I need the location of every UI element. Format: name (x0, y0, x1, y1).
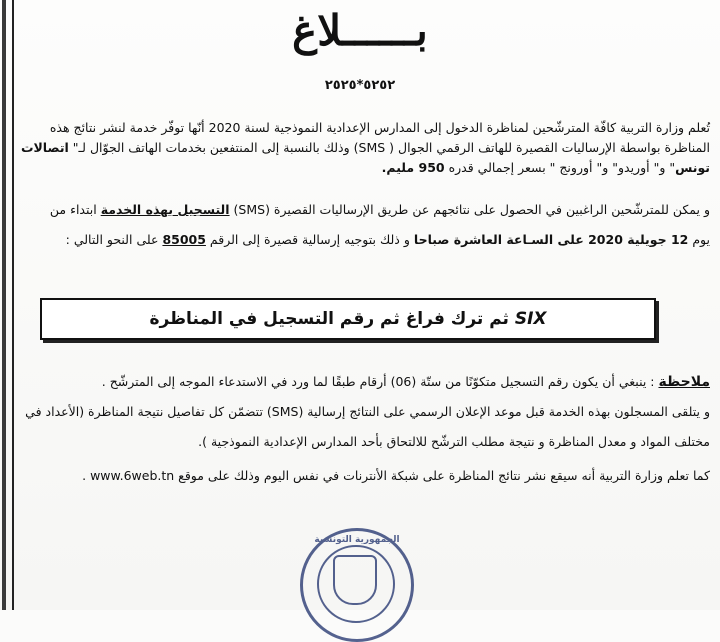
p4-text: كما تعلم وزارة التربية أنه سيقع نشر نتائج المناظرة على شبكة الأنترنات في نفس اليوم وذلك على موقع (174, 468, 710, 483)
paragraph-3-line-1: و يتلقى المسجلون بهذه الخدمة قبل موعد الإعلان الرسمي على النتائج إرسالية (SMS) تتضمّن كل تفاصيل نتيجة المناظرة (الأعداد في (25, 404, 710, 419)
seal-crest-icon (333, 555, 377, 605)
p2-line2-day: يوم (688, 232, 710, 247)
p2-date-time: 12 جويلية 2020 على السـاعة العاشرة صباحا (413, 232, 689, 247)
paragraph-3 (25, 402, 710, 452)
p1-line2-bold: اتصالات (20, 140, 69, 155)
paragraph-1-line-2 (21, 138, 710, 158)
p1-line3-bold: تونس (675, 160, 710, 175)
note-label: ملاحظة (658, 374, 710, 390)
p1-price: 950 مليم. (381, 160, 445, 175)
website-link[interactable]: www.6web.tn (90, 468, 175, 483)
seal-text: الجمهورية التونسية (314, 535, 400, 545)
paragraph-2 (50, 200, 710, 250)
paragraph-2-line-2 (50, 230, 710, 250)
p2-line2-end: على النحو التالي : (65, 232, 163, 247)
p4-end: . (82, 468, 91, 483)
sms-format-box (40, 298, 656, 340)
paragraph-4 (82, 466, 710, 486)
p1-line2-text: المناظرة بواسطة الإرساليات القصيرة للهاتف الرقمي الجوال ( SMS) وذلك بالنسبة إلى المنتفعين بخدمات الهاتف الجوّال لـ" (68, 140, 710, 155)
official-seal (300, 528, 414, 642)
paragraph-2-line-1 (50, 200, 710, 220)
p1-line3-text: " و" أوريدو" و" أورونج " بسعر إجمالي قدره (444, 160, 676, 175)
p2-line1-end: ابتداء من (49, 202, 101, 217)
paragraph-1-line-3 (21, 158, 710, 178)
p2-registration-emphasis: التسجيل بهذه الخدمة (100, 202, 230, 217)
note (102, 372, 710, 392)
note-text: : ينبغي أن يكون رقم التسجيل متكوّنًا من ستّة (06) أرقام طبقًا لما ورد في الاستدعاء الموجه إلى المترشّح . (101, 374, 659, 389)
p2-line1-text: و يمكن للمترشّحين الراغبين في الحصول على نتائجهم عن طريق الإرساليات القصيرة (SMS) (229, 202, 710, 217)
sms-keyword: SIX (514, 309, 547, 329)
p2-sms-number: 85005 (162, 232, 206, 247)
title-ornament: ٥٢٥٢*٢٥٢٥ (324, 78, 396, 93)
paragraph-3-line-2: مختلف المواد و معدل المناظرة و نتيجة مطلب الترشّح للالتحاق بأحد المدارس الإعدادية النموذجية ). (198, 434, 710, 449)
document-title: بــــــلاغ (292, 6, 428, 55)
paragraph-1 (21, 118, 710, 178)
paragraph-1-line-1: تُعلم وزارة التربية كافّة المترشّحين لمناظرة الدخول إلى المدارس الإعدادية النموذجية لسنة 2020 أنّها توفّر خدمة لنشر نتائج هذه (49, 120, 710, 135)
sms-format-text: ثم ترك فراغ ثم رقم التسجيل في المناظرة (149, 309, 515, 329)
p2-line2-text: و ذلك بتوجيه إرسالية قصيرة إلى الرقم (205, 232, 414, 247)
